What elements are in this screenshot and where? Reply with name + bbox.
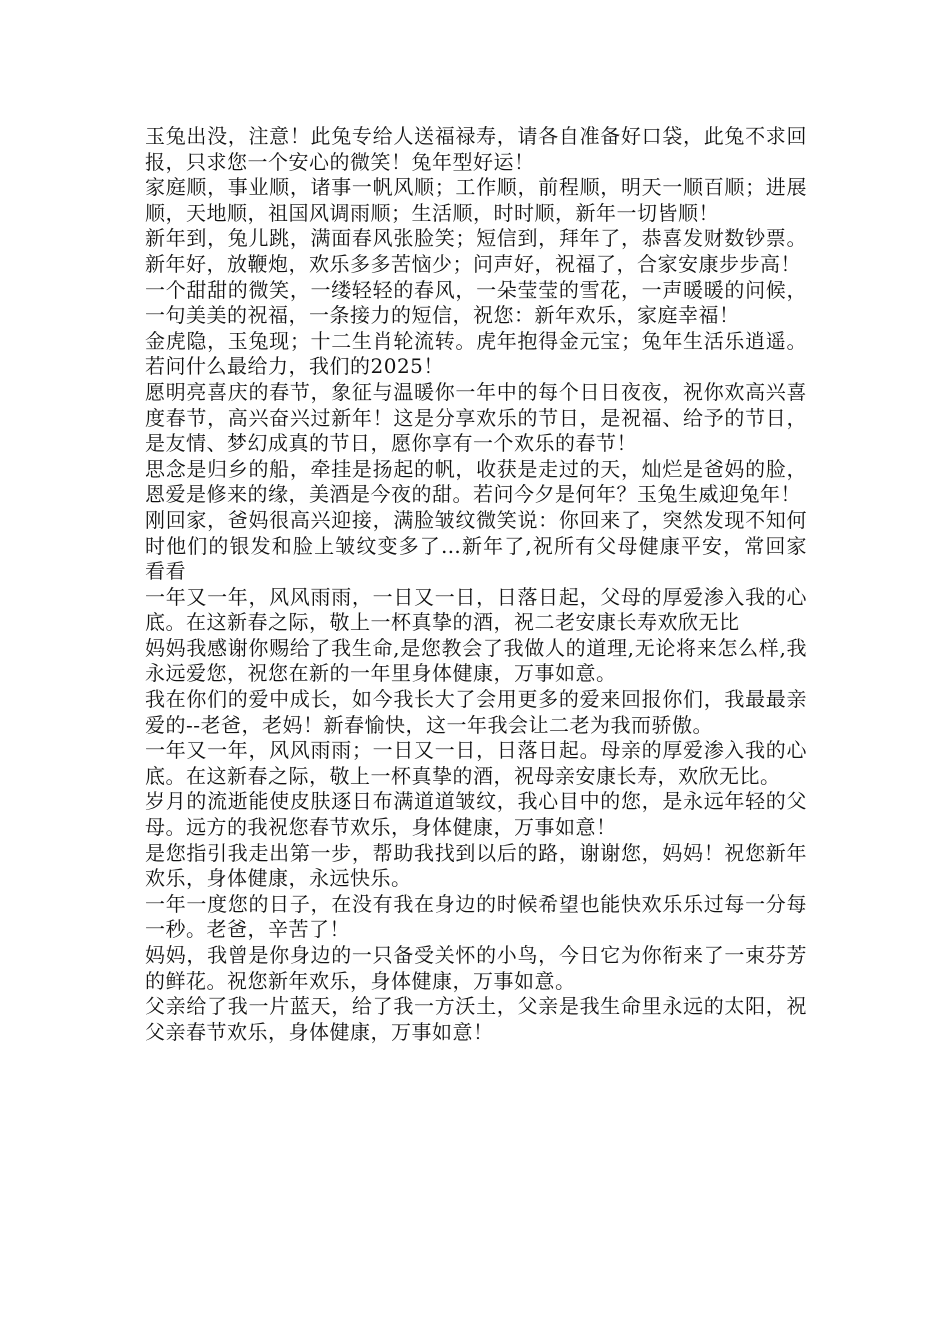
paragraph: 思念是归乡的船，牵挂是扬起的帆，收获是走过的天，灿烂是爸妈的脸，恩爱是修来的缘，美酒是今夜的甜。若问今夕是何年？玉兔生威迎兔年！ [145,456,807,507]
paragraph: 金虎隐，玉兔现；十二生肖轮流转。虎年抱得金元宝；兔年生活乐逍遥。若问什么最给力，我们的2025！ [145,328,807,379]
paragraph: 一年一度您的日子，在没有我在身边的时候希望也能快欢乐乐过每一分每一秒。老爸，辛苦了！ [145,891,807,942]
paragraph: 岁月的流逝能使皮肤逐日布满道道皱纹，我心目中的您，是永远年轻的父母。远方的我祝您春节欢乐，身体健康，万事如意！ [145,789,807,840]
paragraph: 新年到，兔儿跳，满面春风张脸笑；短信到，拜年了，恭喜发财数钞票。新年好，放鞭炮，欢乐多多苦恼少；问声好，祝福了，合家安康步步高！ [145,226,807,276]
paragraph: 我在你们的爱中成长，如今我长大了会用更多的爱来回报你们，我最最亲爱的--老爸，老妈！新春愉快，这一年我会让二老为我而骄傲。 [145,687,807,737]
paragraph: 一个甜甜的微笑，一缕轻轻的春风，一朵莹莹的雪花，一声暖暖的问候，一句美美的祝福，一条接力的短信，祝您：新年欢乐，家庭幸福！ [145,277,807,328]
document-body [145,124,807,1045]
paragraph: 一年又一年，风风雨雨；一日又一日，日落日起。母亲的厚爱渗入我的心底。在这新春之际，敬上一杯真挚的酒，祝母亲安康长寿，欢欣无比。 [145,738,807,788]
paragraph: 父亲给了我一片蓝天，给了我一方沃土，父亲是我生命里永远的太阳，祝父亲春节欢乐，身体健康，万事如意！ [145,994,807,1044]
paragraph: 妈妈，我曾是你身边的一只备受关怀的小鸟，今日它为你衔来了一束芬芳的鲜花。祝您新年欢乐，身体健康，万事如意。 [145,943,807,993]
paragraph: 家庭顺，事业顺，诸事一帆风顺；工作顺，前程顺，明天一顺百顺；进展顺，天地顺，祖国风调雨顺；生活顺，时时顺，新年一切皆顺！ [145,175,807,225]
paragraph: 是您指引我走出第一步，帮助我找到以后的路，谢谢您，妈妈！祝您新年欢乐，身体健康，永远快乐。 [145,840,807,891]
paragraph: 一年又一年，风风雨雨，一日又一日，日落日起，父母的厚爱渗入我的心底。在这新春之际，敬上一杯真挚的酒，祝二老安康长寿欢欣无比 [145,584,807,635]
paragraph: 刚回家，爸妈很高兴迎接，满脸皱纹微笑说：你回来了，突然发现不知何时他们的银发和脸上皱纹变多了…新年了,祝所有父母健康平安，常回家看看 [145,507,807,584]
paragraph: 愿明亮喜庆的春节，象征与温暖你一年中的每个日日夜夜，祝你欢高兴喜度春节，高兴奋兴过新年！这是分享欢乐的节日，是祝福、给予的节日，是友情、梦幻成真的节日，愿你享有一个欢乐的春节！ [145,379,807,456]
paragraph: 玉兔出没，注意！此兔专给人送福禄寿，请各自准备好口袋，此兔不求回报，只求您一个安心的微笑！兔年型好运！ [145,124,807,174]
paragraph: 妈妈我感谢你赐给了我生命,是您教会了我做人的道理,无论将来怎么样,我永远爱您，祝您在新的一年里身体健康，万事如意。 [145,635,807,686]
